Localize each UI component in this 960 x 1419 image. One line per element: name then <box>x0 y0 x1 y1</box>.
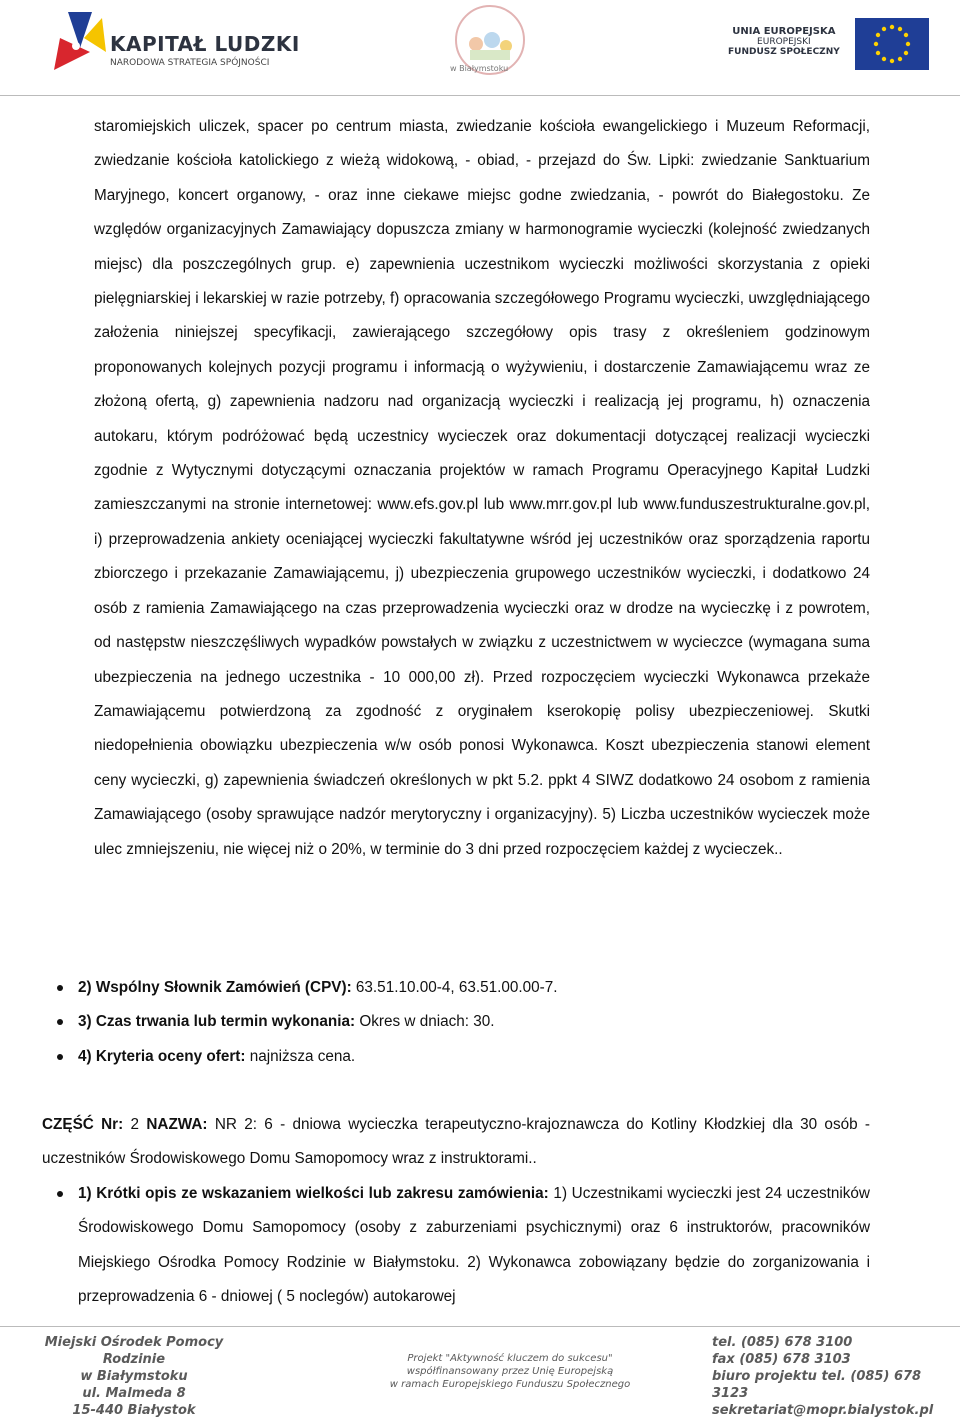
center-logo-caption: w Białymstoku <box>450 64 509 73</box>
footer-contact-line: fax (085) 678 3103 <box>712 1352 851 1367</box>
bullet-value: 63.51.10.00-4, 63.51.00.00-7. <box>351 979 558 996</box>
footer-address-line: 15-440 Białystok <box>72 1403 196 1418</box>
item-text <box>78 1177 870 1315</box>
bullet-item-cpv <box>48 971 870 1005</box>
bullet-dot-icon <box>57 1054 63 1060</box>
footer-project-line: Projekt "Aktywność kluczem do sukcesu" <box>407 1353 613 1364</box>
footer-contact <box>712 1334 942 1419</box>
footer-contact-line: sekretariat@mopr.bialystok.pl <box>712 1403 934 1418</box>
section-item-description <box>48 1177 870 1315</box>
footer-address-line: w Białymstoku <box>80 1369 188 1384</box>
item-label: 1) Krótki opis ze wskazaniem wielkości lub zakresu zamówienia: <box>78 1185 549 1202</box>
eu-logo-line2: EUROPEJSKI <box>757 37 811 47</box>
kapital-ludzki-title: KAPITAŁ LUDZKI <box>110 32 300 56</box>
page-header <box>0 0 960 96</box>
bullet-dot-icon <box>57 985 63 991</box>
bullet-value: najniższa cena. <box>245 1047 356 1065</box>
bullet-label: 2) Wspólny Słownik Zamówień (CPV): <box>78 979 352 996</box>
footer-project-info <box>370 1352 650 1391</box>
header-divider <box>0 95 960 96</box>
footer-contact-line: biuro projektu tel. (085) 678 3123 <box>712 1369 922 1401</box>
page-footer <box>0 1330 960 1418</box>
footer-project-line: w ramach Europejskiego Funduszu Społecznego <box>389 1379 631 1390</box>
section-part-label: CZĘŚĆ Nr: <box>42 1116 124 1133</box>
item-value: 1) Uczestnikami wycieczki jest 24 uczestników Środowiskowego Domu Samopomocy (osoby z zaburzeniami psychicznymi) oraz 6 instruktorów, pracowników Miejskiego Ośrodka Pomocy Rodzinie w Białymstoku. 2) Wykonawca zobowiązany będzie do zorganizowania i przeprowadzenia 6 - dniowej ( 5 noclegów) autokarowej <box>78 1185 870 1306</box>
bullet-dot-icon <box>57 1019 63 1025</box>
body-paragraph: staromiejskich uliczek, spacer po centrum miasta, zwiedzanie kościoła ewangelickiego i Muzeum Reformacji, zwiedzanie kościoła katolickiego z wieżą widokową, - obiad, - przejazd do Św. Lipki: zwiedzanie Sanktuarium Maryjnego, koncert organowy, - oraz inne ciekawe miejsc godne zwiedzania, - powrót do Białegostoku. Ze względów organizacyjnych Zamawiający dopuszcza zmiany w harmonogramie wycieczki (kolejność zwiedzanych miejsc) dla poszczególnych grup. e) zapewnienia uczestnikom wycieczki możliwości skorzystania z opieki pielęgniarskiej i lekarskiej w razie potrzeby, f) opracowania szczegółowego Programu wycieczki, uwzględniającego założenia niniejszej specyfikacji, zawierającego szczegółowy opis trasy z określeniem godzinowym proponowanych kolejnych pozycji programu i informacją o wyżywieniu, i dostarczenie Zamawiającemu wraz ze złożoną ofertą, g) zapewnienia nadzoru nad organizacją wycieczki i realizacją jej programu, h) oznaczenia autokaru, którym podróżować będą uczestnicy wycieczek oraz dokumentacji dotyczącej realizacji wycieczki zgodnie z Wytycznymi dotyczącymi oznaczania projektów w ramach Programu Operacyjnego Kapitał Ludzki zamieszczanymi na stronie internetowej: www.efs.gov.pl lub www.mrr.gov.pl lub www.funduszestrukturalne.gov.pl, i) przeprowadzenia ankiety oceniającej wycieczki fakultatywne wśród jej uczestników oraz sporządzenia raportu zbiorczego i przekazanie Zamawiającemu, j) ubezpieczenia grupowego uczestników wycieczki, i dodatkowo 24 osób z ramienia Zamawiającego na czas przeprowadzenia wycieczki oraz w drodze na wycieczkę i z powrotem, od następstw nieszczęśliwych wypadków powstałych w związku z uczestnictwem w wycieczce (wymagana suma ubezpieczenia na jednego uczestnika - 10 000,00 zł). Przed rozpoczęciem wycieczki Wykonawca przekaże Zamawiającemu potwierdzoną za zgodność z oryginałem kserokopię polisy ubezpieczeniowej. Skutki niedopełnienia obowiązku ubezpieczenia w/w osób ponosi Wykonawca. Koszt ubezpieczenia stanowi element ceny wycieczki, g) zapewnienia świadczeń określonych w pkt 5.2. ppkt 4 SIWZ dodatkowo 24 osobom z ramienia Zamawiającego (osoby sprawujące nadzór merytoryczny i organizacyjny). 5) Liczba uczestników wycieczek może ulec zmniejszeniu, nie więcej niż o 20%, w terminie do 3 dni przed rozpoczęciem każdej z wycieczek.. <box>94 118 870 858</box>
bullet-label: 3) Czas trwania lub termin wykonania: <box>78 1013 356 1031</box>
eu-logo-line1: UNIA EUROPEJSKA <box>732 26 836 37</box>
bullet-label: 4) Kryteria oceny ofert: <box>78 1047 246 1065</box>
section-name-label: NAZWA: <box>146 1116 208 1133</box>
kapital-ludzki-subtitle: NARODOWA STRATEGIA SPÓJNOŚCI <box>110 58 270 68</box>
footer-address <box>34 1334 234 1419</box>
section-number: 2 <box>123 1116 147 1133</box>
footer-address-line: ul. Malmeda 8 <box>82 1386 186 1401</box>
bullet-dot-icon <box>57 1191 63 1197</box>
bullet-item-criteria <box>48 1040 870 1074</box>
bullet-list <box>48 971 870 1074</box>
section-name-value: NR 2: 6 - dniowa wycieczka terapeutyczno-krajoznawcza do Kotliny Kłodzkiej dla 30 osób - uczestników Środowiskowego Domu Samopomocy wraz z instruktorami.. <box>42 1116 870 1168</box>
eu-logo-line3: FUNDUSZ SPOŁECZNY <box>728 47 840 57</box>
footer-project-line: współfinansowany przez Unię Europejską <box>406 1366 614 1377</box>
footer-divider <box>0 1326 960 1327</box>
section-heading <box>42 1108 870 1177</box>
footer-address-line: Miejski Ośrodek Pomocy Rodzinie <box>44 1335 224 1367</box>
eu-flag-icon <box>855 18 929 70</box>
bullet-value: Okres w dniach: 30. <box>355 1013 495 1031</box>
bullet-item-duration <box>48 1005 870 1039</box>
eu-logo-text <box>728 26 840 57</box>
footer-contact-line: tel. (085) 678 3100 <box>712 1335 853 1350</box>
